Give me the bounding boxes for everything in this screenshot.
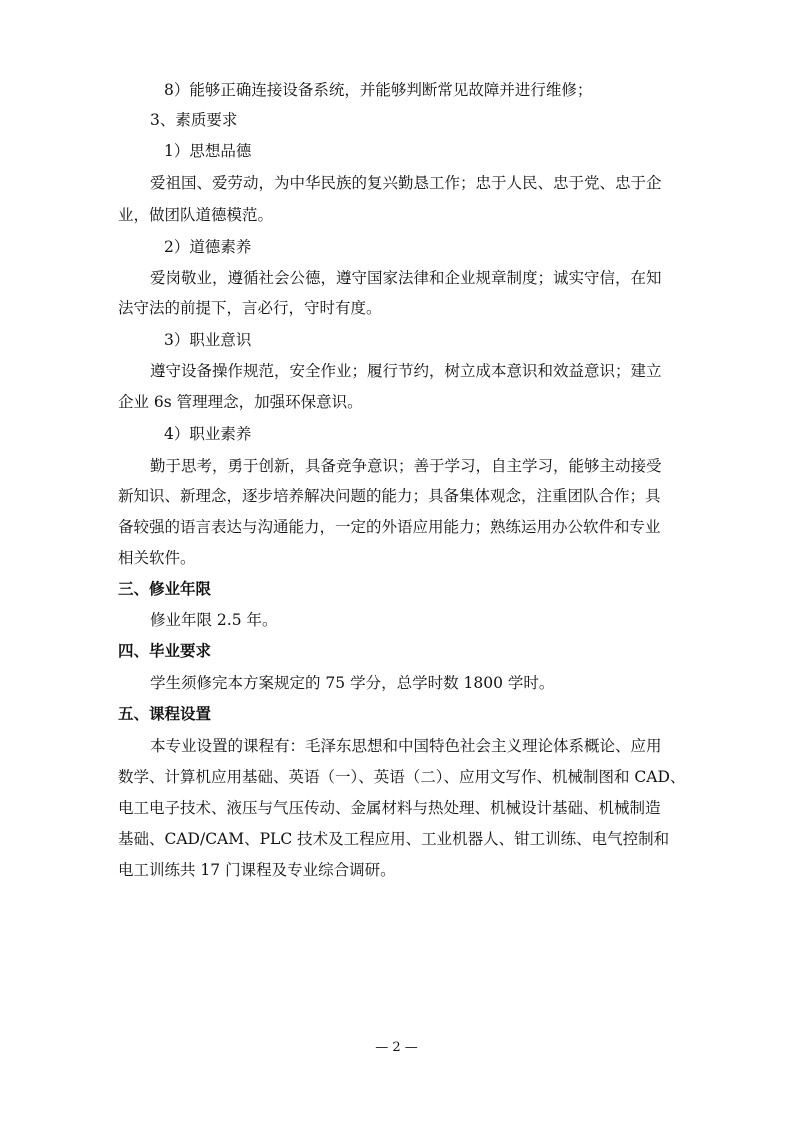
heading-course-settings: 五、课程设置 — [118, 705, 212, 723]
paragraph-line: 新知识、新理念，逐步培养解决问题的能力；具备集体观念，注重团队合作；具 — [118, 487, 661, 505]
subheading-professional-awareness: 3）职业意识 — [164, 331, 252, 349]
paragraph-line: 相关软件。 — [118, 549, 196, 567]
page-number: — 2 — — [375, 1040, 418, 1055]
subheading-professional-quality: 4）职业素养 — [164, 425, 252, 443]
skill-item-8: 8）能够正确连接设备系统，并能够判断常见故障并进行维修； — [164, 81, 593, 99]
paragraph-line: 本专业设置的课程有：毛泽东思想和中国特色社会主义理论体系概论、应用 — [150, 737, 662, 755]
subheading-ideology: 1）思想品德 — [164, 142, 252, 160]
paragraph-line: 遵守设备操作规范，安全作业；履行节约，树立成本意识和效益意识；建立 — [150, 362, 662, 380]
paragraph-line: 勤于思考，勇于创新，具备竞争意识；善于学习，自主学习，能够主动接受 — [150, 457, 662, 475]
paragraph-line: 修业年限 2.5 年。 — [150, 611, 278, 629]
subheading-moral: 2）道德素养 — [164, 238, 252, 256]
section-quality-requirements: 3、素质要求 — [150, 111, 238, 129]
paragraph-line: 学生须修完本方案规定的 75 学分，总学时数 1800 学时。 — [150, 674, 555, 692]
heading-graduation-requirements: 四、毕业要求 — [118, 642, 212, 660]
paragraph-line: 法守法的前提下，言必行，守时有度。 — [118, 299, 382, 317]
paragraph-line: 爱岗敬业，遵循社会公德，遵守国家法律和企业规章制度；诚实守信，在知 — [150, 269, 662, 287]
paragraph-line: 企业 6s 管理理念，加强环保意识。 — [118, 393, 363, 411]
paragraph-line: 基础、CAD/CAM、PLC 技术及工程应用、工业机器人、钳工训练、电气控制和 — [118, 830, 670, 848]
paragraph-line: 电工电子技术、液压与气压传动、金属材料与热处理、机械设计基础、机械制造 — [118, 799, 661, 817]
paragraph-line: 业，做团队道德模范。 — [118, 206, 274, 224]
paragraph-line: 爱祖国、爱劳动，为中华民族的复兴勤恳工作；忠于人民、忠于党、忠于企 — [150, 174, 662, 192]
heading-study-duration: 三、修业年限 — [118, 580, 212, 598]
paragraph-line: 电工训练共 17 门课程及专业综合调研。 — [118, 861, 396, 879]
paragraph-line: 数学、计算机应用基础、英语（一）、英语（二）、应用文写作、机械制图和 CAD、 — [118, 768, 686, 786]
paragraph-line: 备较强的语言表达与沟通能力，一定的外语应用能力；熟练运用办公软件和专业 — [118, 518, 661, 536]
